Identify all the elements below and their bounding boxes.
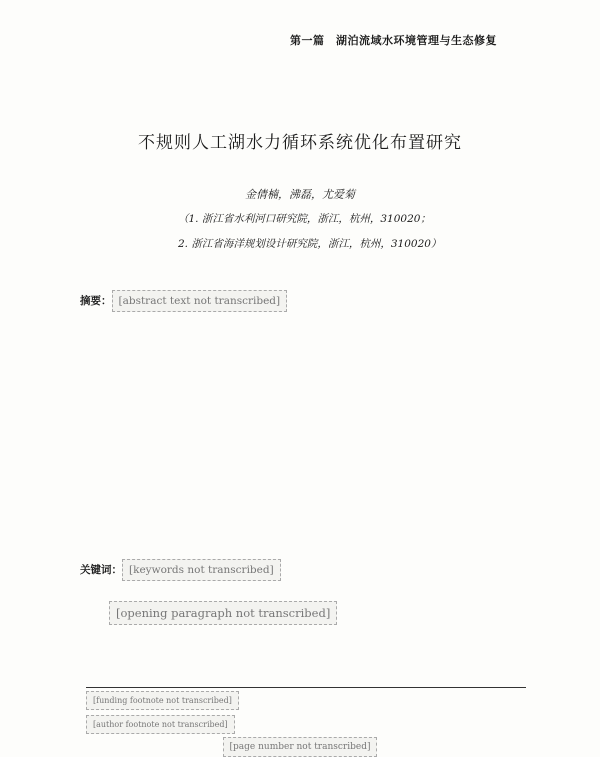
funding-footnote-text: [funding footnote not transcribed] [86, 691, 239, 710]
abstract-block [80, 290, 520, 312]
affiliation-2: 2. 浙江省海洋规划设计研究院，浙江，杭州，310020） [178, 238, 442, 250]
keywords-label: 关键词： [80, 564, 122, 576]
keywords-block [80, 562, 520, 577]
body-paragraph [86, 604, 526, 623]
funding-footnote [86, 694, 526, 707]
page-number-text: [page number not transcribed] [223, 737, 378, 757]
footnote-divider [86, 687, 526, 688]
affiliation-1: （1. 浙江省水利河口研究院，浙江，杭州，310020； [178, 213, 431, 225]
body-paragraph-text: [opening paragraph not transcribed] [109, 601, 337, 625]
running-head: 第一篇 湖泊流域水环境管理与生态修复 [290, 34, 497, 47]
abstract-label: 摘要： [80, 295, 112, 307]
keywords-text: [keywords not transcribed] [122, 559, 281, 581]
author-footnote [86, 718, 526, 731]
author-list: 金倩楠，沸磊，尤爱菊 [245, 188, 355, 201]
abstract-text: [abstract text not transcribed] [112, 290, 288, 312]
author-footnote-text: [author footnote not transcribed] [86, 715, 235, 734]
paper-title: 不规则人工湖水力循环系统优化布置研究 [138, 133, 462, 153]
